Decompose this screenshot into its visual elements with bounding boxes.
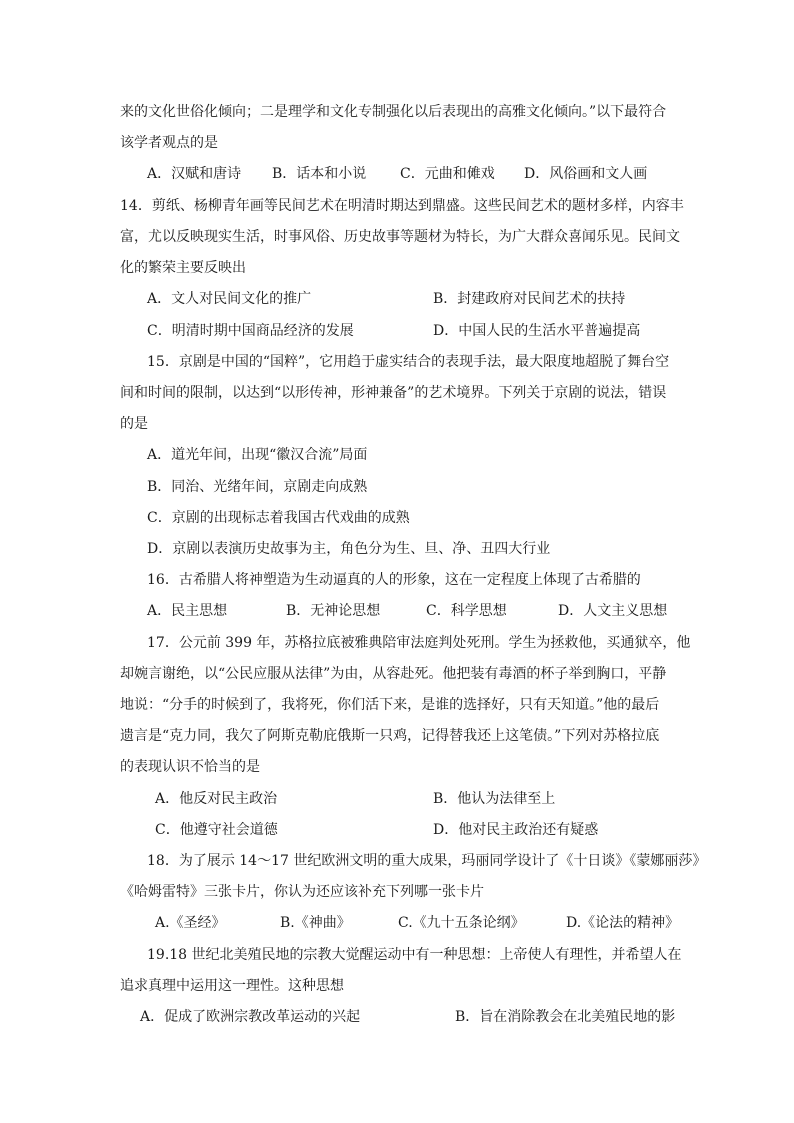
q18-option-b: B.《神曲》 — [280, 915, 351, 931]
q15-text-line2: 间和时间的限制，以达到“以形传神，形神兼备”的艺术境界。下列关于京剧的说法，错误 — [120, 385, 667, 401]
q15-option-c: C．京剧的出现标志着我国古代戏曲的成熟 — [147, 510, 410, 526]
q15-option-b: B．同治、光绪年间，京剧走向成熟 — [147, 479, 368, 495]
q16-option-d: D．人文主义思想 — [558, 603, 668, 619]
q18-text-line1: 18．为了展示 14～17 世纪欧洲文明的重大成果，玛丽同学设计了《十日谈》《蒙娜丽莎》 — [147, 853, 707, 869]
q19-option-a: A．促成了欧洲宗教改革运动的兴起 — [140, 1009, 361, 1025]
q19-option-b: B．旨在消除教会在北美殖民地的影 — [455, 1009, 676, 1025]
q17-option-a: A．他反对民主政治 — [155, 791, 278, 807]
q17-option-c: C．他遵守社会道德 — [155, 822, 278, 838]
q14-option-b: B．封建政府对民间艺术的扶持 — [433, 291, 626, 307]
q17-text-line4: 遗言是“克力同，我欠了阿斯克勒庇俄斯一只鸡，记得替我还上这笔债。”下列对苏格拉底 — [120, 728, 660, 744]
q19-text-line1: 19.18 世纪北美殖民地的宗教大觉醒运动中有一种思想：上帝使人有理性，并希望人在 — [147, 947, 682, 963]
q18-option-d: D.《论法的精神》 — [566, 915, 680, 931]
q13-option-c: C．元曲和傩戏 — [400, 166, 495, 182]
q15-option-a: A．道光年间，出现“徽汉合流”局面 — [147, 447, 368, 463]
q13-option-a: A．汉赋和唐诗 — [147, 166, 242, 182]
q17-text-line2: 却婉言谢绝，以“公民应服从法律”为由，从容赴死。他把装有毒酒的杯子举到胸口，平静 — [120, 666, 667, 682]
q17-text-line1: 17．公元前 399 年，苏格拉底被雅典陪审法庭判处死刑。学生为拯救他，买通狱卒，他 — [147, 635, 691, 651]
q16-text-line1: 16．古希腊人将神塑造为生动逼真的人的形象，这在一定程度上体现了古希腊的 — [147, 572, 641, 588]
q18-option-a: A.《圣经》 — [155, 915, 226, 931]
q14-text-line2: 富，尤以反映现实生活，时事风俗、历史故事等题材为特长，为广大群众喜闻乐见。民间文 — [120, 229, 680, 245]
q14-option-a: A．文人对民间文化的推广 — [147, 291, 312, 307]
q14-text-line3: 化的繁荣主要反映出 — [120, 260, 246, 276]
q17-option-b: B．他认为法律至上 — [433, 791, 556, 807]
q17-option-d: D．他对民主政治还有疑惑 — [433, 822, 599, 838]
q18-text-line2: 《哈姆雷特》三张卡片，你认为还应该补充下列哪一张卡片 — [120, 884, 484, 900]
q15-text-line3: 的是 — [120, 416, 148, 432]
q15-option-d: D．京剧以表演历史故事为主，角色分为生、旦、净、丑四大行业 — [147, 541, 551, 557]
q13-text-line1: 来的文化世俗化倾向；二是理学和文化专制强化以后表现出的高雅文化倾向。”以下最符合 — [120, 104, 667, 120]
q17-text-line3: 地说：“分手的时候到了，我将死，你们活下来，是谁的选择好，只有天知道。”他的最后 — [120, 697, 660, 713]
q14-option-d: D．中国人民的生活水平普遍提高 — [433, 323, 641, 339]
q14-option-c: C．明清时期中国商品经济的发展 — [147, 323, 354, 339]
q13-text-line2: 该学者观点的是 — [120, 135, 218, 151]
q18-option-c: C.《九十五条论纲》 — [398, 915, 525, 931]
q13-option-d: D．风俗画和文人画 — [524, 166, 648, 182]
q17-text-line5: 的表现认识不恰当的是 — [120, 759, 260, 775]
q14-text-line1: 14．剪纸、杨柳青年画等民间艺术在明清时期达到鼎盛。这些民间艺术的题材多样，内容丰 — [120, 198, 684, 214]
q19-text-line2: 追求真理中运用这一理性。这种思想 — [120, 978, 344, 994]
q16-option-c: C．科学思想 — [426, 603, 507, 619]
q15-text-line1: 15．京剧是中国的“国粹”，它用趋于虚实结合的表现手法，最大限度地超脱了舞台空 — [147, 354, 670, 370]
q16-option-b: B．无神论思想 — [286, 603, 381, 619]
q13-option-b: B．话本和小说 — [272, 166, 367, 182]
q16-option-a: A．民主思想 — [147, 603, 228, 619]
